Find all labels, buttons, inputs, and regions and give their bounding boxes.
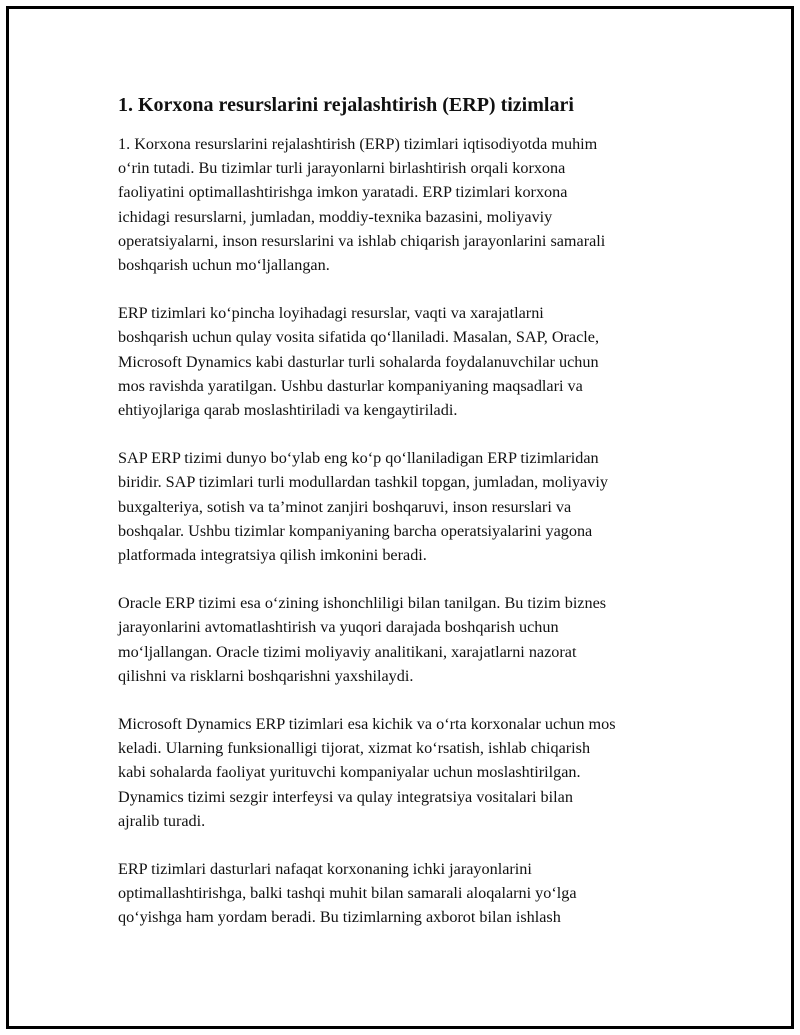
text-line: platformada integratsiya qilish imkonini beradi. bbox=[118, 546, 427, 565]
text-line: Oracle ERP tizimi esa o‘zining ishonchliligi bilan tanilgan. Bu tizim biznes bbox=[118, 594, 607, 613]
paragraph-erp-external bbox=[118, 857, 690, 930]
paragraph-oracle bbox=[118, 591, 690, 688]
text-line: boshqalar. Ushbu tizimlar kompaniyaning barcha operatsiyalarini yagona bbox=[118, 521, 593, 540]
document-heading: 1. Korxona resurslarini rejalashtirish (ERP) tizimlari bbox=[118, 94, 574, 116]
text-line: Dynamics tizimi sezgir interfeysi va qulay integratsiya vositalari bilan bbox=[118, 787, 573, 806]
text-line: mo‘ljallangan. Oracle tizimi moliyaviy analitikani, xarajatlarni nazorat bbox=[118, 642, 577, 661]
text-line: o‘rin tutadi. Bu tizimlar turli jarayonlarni birlashtirish orqali korxona bbox=[118, 159, 566, 178]
text-line: faoliyatini optimallashtirishga imkon yaratadi. ERP tizimlari korxona bbox=[118, 183, 568, 202]
text-line: 1. Korxona resurslarini rejalashtirish (ERP) tizimlari iqtisodiyotda muhim bbox=[118, 135, 598, 153]
text-line: qilishni va risklarni boshqarishni yaxshilaydi. bbox=[118, 666, 414, 685]
text-line: operatsiyalarni, inson resurslarini va ishlab chiqarish jarayonlarini samarali bbox=[118, 231, 606, 250]
text-line: SAP ERP tizimi dunyo bo‘ylab eng ko‘p qo‘llaniladigan ERP tizimlaridan bbox=[118, 449, 599, 468]
text-line: ehtiyojlariga qarab moslashtiriladi va kengaytiriladi. bbox=[118, 401, 458, 420]
text-line: boshqarish uchun qulay vosita sifatida qo‘llaniladi. Masalan, SAP, Oracle, bbox=[118, 328, 600, 347]
text-line: ichidagi resurslarni, jumladan, moddiy-texnika bazasini, moliyaviy bbox=[118, 207, 553, 226]
text-line: ERP tizimlari dasturlari nafaqat korxonaning ichki jarayonlarini bbox=[118, 860, 532, 879]
text-line: ajralib turadi. bbox=[118, 811, 206, 830]
text-line: kabi sohalarda faoliyat yurituvchi kompaniyalar uchun moslashtirilgan. bbox=[118, 763, 581, 782]
text-line: jarayonlarini avtomatlashtirish va yuqori darajada boshqarish uchun bbox=[118, 618, 559, 637]
text-line: optimallashtirishga, balki tashqi muhit bilan samarali aloqalarni yo‘lga bbox=[118, 884, 577, 903]
text-line: boshqarish uchun mo‘ljallangan. bbox=[118, 256, 330, 275]
paragraph-microsoft-dynamics bbox=[118, 712, 690, 833]
text-line: ERP tizimlari ko‘pincha loyihadagi resurslar, vaqti va xarajatlarni bbox=[118, 304, 544, 323]
text-line: mos ravishda yaratilgan. Ushbu dasturlar kompaniyaning maqsadlari va bbox=[118, 376, 583, 395]
text-line: Microsoft Dynamics kabi dasturlar turli sohalarda foydalanuvchilar uchun bbox=[118, 352, 599, 371]
paragraph-erp-intro bbox=[118, 132, 690, 277]
text-line: buxgalteriya, sotish va ta’minot zanjiri boshqaruvi, inson resurslari va bbox=[118, 497, 572, 516]
document-body bbox=[118, 92, 690, 954]
text-line: Microsoft Dynamics ERP tizimlari esa kichik va o‘rta korxonalar uchun mos bbox=[118, 715, 616, 734]
paragraph-erp-usage bbox=[118, 301, 690, 422]
text-line: qo‘yishga ham yordam beradi. Bu tizimlarning axborot bilan ishlash bbox=[118, 908, 561, 927]
text-line: biridir. SAP tizimlari turli modullardan tashkil topgan, jumladan, moliyaviy bbox=[118, 473, 608, 492]
paragraph-sap bbox=[118, 446, 690, 567]
text-line: keladi. Ularning funksionalligi tijorat, xizmat ko‘rsatish, ishlab chiqarish bbox=[118, 739, 591, 758]
